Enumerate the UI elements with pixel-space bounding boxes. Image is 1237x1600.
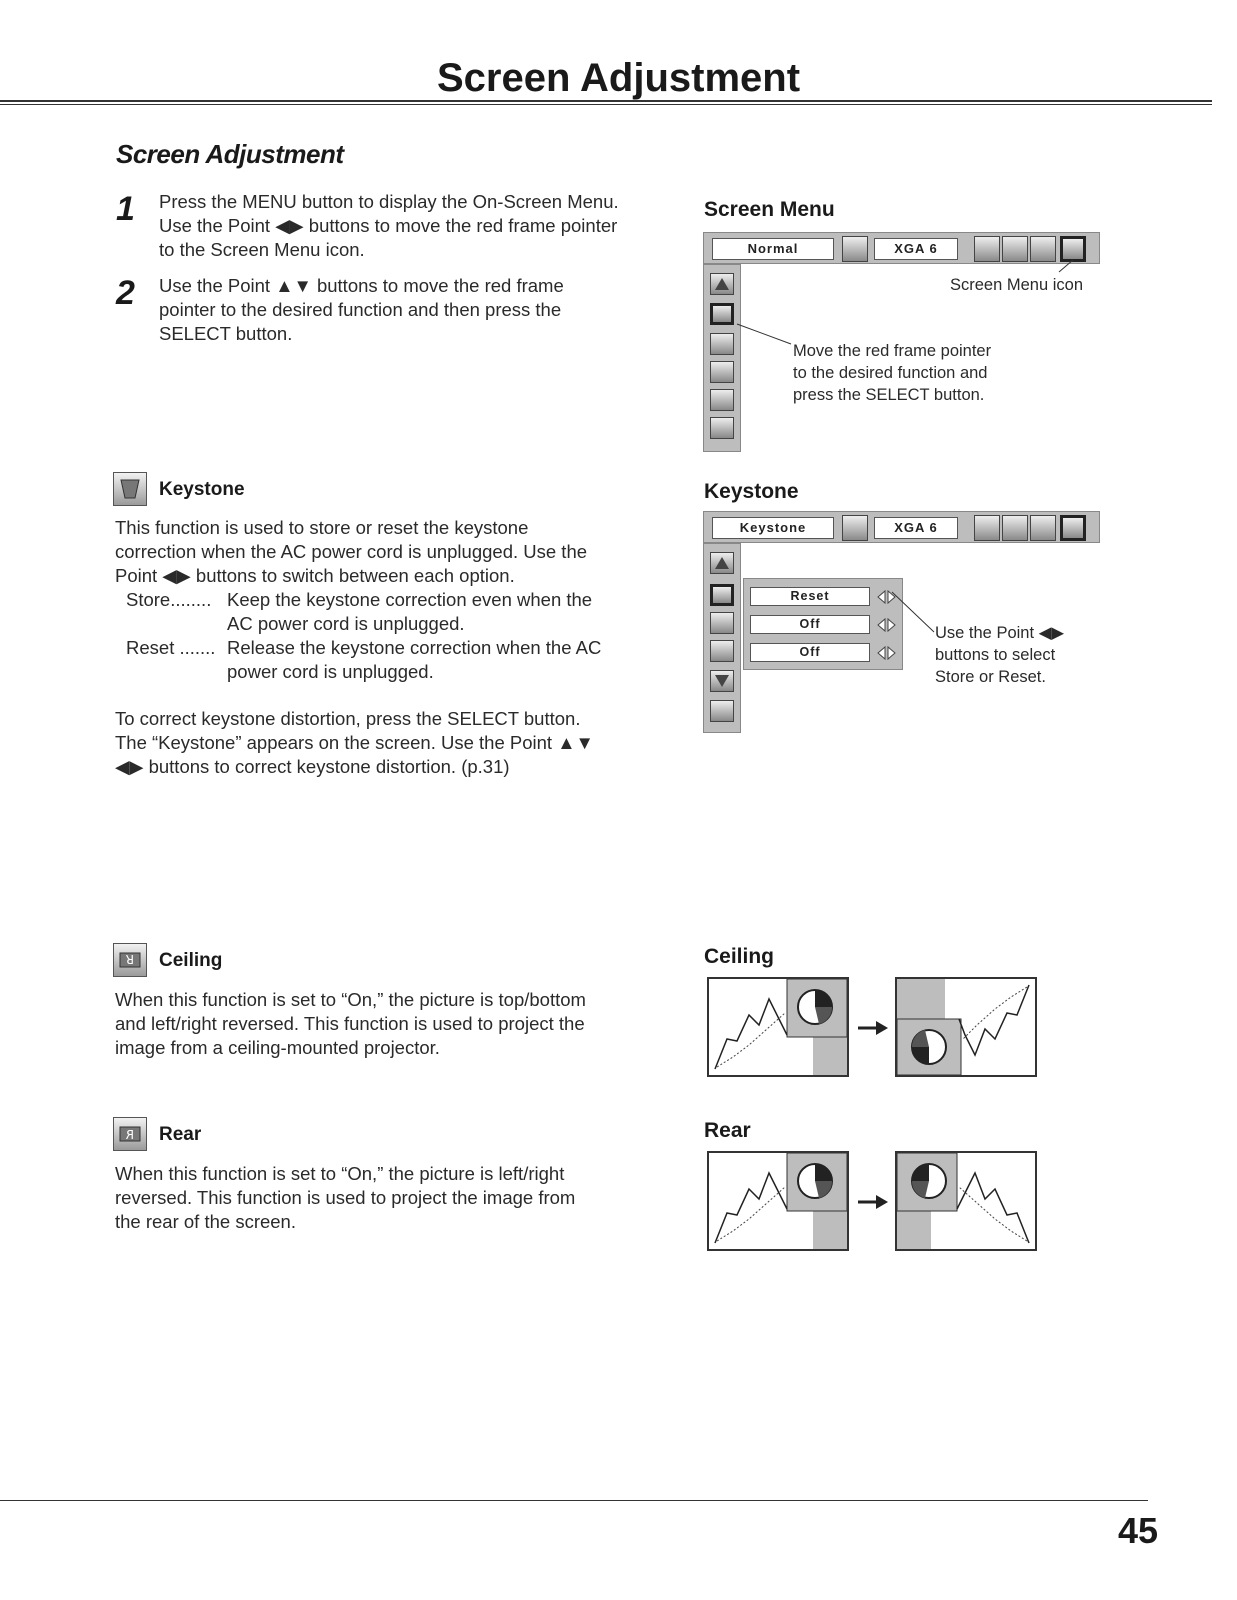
keystone-option-icon <box>710 303 734 325</box>
text-line: power cord is unplugged. <box>227 661 434 682</box>
ceiling-option-icon <box>710 612 734 634</box>
projector-icon <box>842 236 868 262</box>
text-line: the rear of the screen. <box>115 1211 296 1232</box>
rear-normal-image <box>707 1151 849 1251</box>
ceiling-fig-heading: Ceiling <box>704 945 775 968</box>
step-2-text: Use the Point ▲▼ buttons to move the red frame pointer to the desired function and then press the SELECT button. <box>159 275 564 344</box>
callout-line: buttons to select <box>935 646 1056 664</box>
ceiling-heading: Ceiling <box>159 950 223 971</box>
screen-menu-icon <box>1060 515 1086 541</box>
signal-box: XGA 6 <box>874 517 958 539</box>
callout-line: press the SELECT button. <box>793 386 985 404</box>
screen-menu-icon <box>1060 236 1086 262</box>
text-line: correction when the AC power cord is unplugged. Use the <box>115 541 588 562</box>
image-select-icon <box>974 236 1000 262</box>
rear-icon <box>113 1117 147 1151</box>
down-arrow-icon <box>710 670 734 692</box>
reset-desc <box>227 636 601 684</box>
step-number-1: 1 <box>116 190 135 228</box>
text-line: The “Keystone” appears on the screen. Use the Point ▲▼ <box>115 732 594 753</box>
color-icon <box>1002 236 1028 262</box>
callout-line: Store or Reset. <box>935 668 1046 686</box>
projector-icon <box>842 515 868 541</box>
svg-text:R: R <box>125 1128 134 1142</box>
text-line: When this function is set to “On,” the picture is top/bottom <box>115 989 586 1010</box>
page-number: 45 <box>1118 1510 1159 1551</box>
image-select-icon <box>974 515 1000 541</box>
keystone-callout <box>935 622 1064 688</box>
signal-box: XGA 6 <box>874 238 958 260</box>
svg-text:R: R <box>125 952 134 966</box>
keystone-option-reset[interactable]: Reset <box>750 587 870 606</box>
reset-label: Reset ....... <box>126 637 216 658</box>
custom-icon <box>710 417 734 439</box>
keystone-menu-toolbar <box>703 511 1100 543</box>
keystone-option-icon <box>710 584 734 606</box>
text-line: AC power cord is unplugged. <box>227 613 465 634</box>
text-line: reversed. This function is used to project the image from <box>115 1187 576 1208</box>
keystone-fig-heading: Keystone <box>704 480 799 503</box>
callout-line: to the desired function and <box>793 364 988 382</box>
ceiling-para <box>115 988 586 1060</box>
ceiling-reversed-image <box>895 977 1037 1077</box>
ceiling-normal-image <box>707 977 849 1077</box>
keystone-para-1 <box>115 516 587 588</box>
store-label: Store........ <box>126 589 212 610</box>
keystone-mode-box: Keystone <box>712 517 834 539</box>
wide-screen-icon <box>710 361 734 383</box>
color-icon <box>1002 515 1028 541</box>
keystone-para-2 <box>115 707 594 779</box>
keystone-callout-line <box>890 590 940 640</box>
ceiling-icon <box>113 943 147 977</box>
keystone-options-panel <box>743 578 903 670</box>
step-1-text: Press the MENU button to display the On-Screen Menu. Use the Point ◀▶ buttons to move the red frame pointer to the Screen Menu icon. <box>159 191 619 260</box>
text-line: ◀▶ buttons to correct keystone distortion. (p.31) <box>115 756 510 777</box>
text-line: To correct keystone distortion, press the SELECT button. <box>115 708 581 729</box>
step-number-2: 2 <box>116 274 135 312</box>
keystone-menu-sidebar <box>703 543 741 733</box>
callout-line: Use the Point ◀▶ <box>935 624 1065 642</box>
keystone-icon <box>113 472 147 506</box>
rear-reversed-image <box>895 1151 1037 1251</box>
rear-para <box>115 1162 575 1234</box>
screen-menu-icon-callout: Screen Menu icon <box>950 276 1083 294</box>
title-rule <box>0 100 1212 105</box>
setting-icon <box>1030 515 1056 541</box>
ceiling-option-off[interactable]: Off <box>750 615 870 634</box>
arrow-icon <box>856 1018 890 1038</box>
arrow-icon <box>856 1192 890 1212</box>
text-line: When this function is set to “On,” the picture is left/right <box>115 1163 565 1184</box>
text-line: This function is used to store or reset the keystone <box>115 517 529 538</box>
up-arrow-icon <box>710 273 734 295</box>
text-line: and left/right reversed. This function is used to project the <box>115 1013 585 1034</box>
zoom-icon <box>710 389 734 411</box>
store-desc <box>227 588 592 636</box>
page-title: Screen Adjustment <box>436 56 801 100</box>
setting-icon <box>1030 236 1056 262</box>
keystone-heading: Keystone <box>159 479 245 500</box>
footer-rule <box>0 1500 1148 1501</box>
text-line: Keep the keystone correction even when the <box>227 589 593 610</box>
text-line: Point ◀▶ buttons to switch between each option. <box>115 565 515 586</box>
screen-menu-fig-heading: Screen Menu <box>704 198 835 221</box>
rear-heading: Rear <box>159 1124 202 1145</box>
callout-line: Move the red frame pointer <box>793 342 992 360</box>
up-arrow-icon <box>710 552 734 574</box>
text-line: Release the keystone correction when the AC <box>227 637 602 658</box>
exit-icon <box>710 700 734 722</box>
normal-screen-icon <box>710 333 734 355</box>
input-mode-box: Normal <box>712 238 834 260</box>
rear-fig-heading: Rear <box>704 1119 751 1142</box>
rear-option-off[interactable]: Off <box>750 643 870 662</box>
text-line: image from a ceiling-mounted projector. <box>115 1037 440 1058</box>
section-title: Screen Adjustment <box>116 139 344 169</box>
rear-option-icon <box>710 640 734 662</box>
move-pointer-callout <box>793 340 991 406</box>
